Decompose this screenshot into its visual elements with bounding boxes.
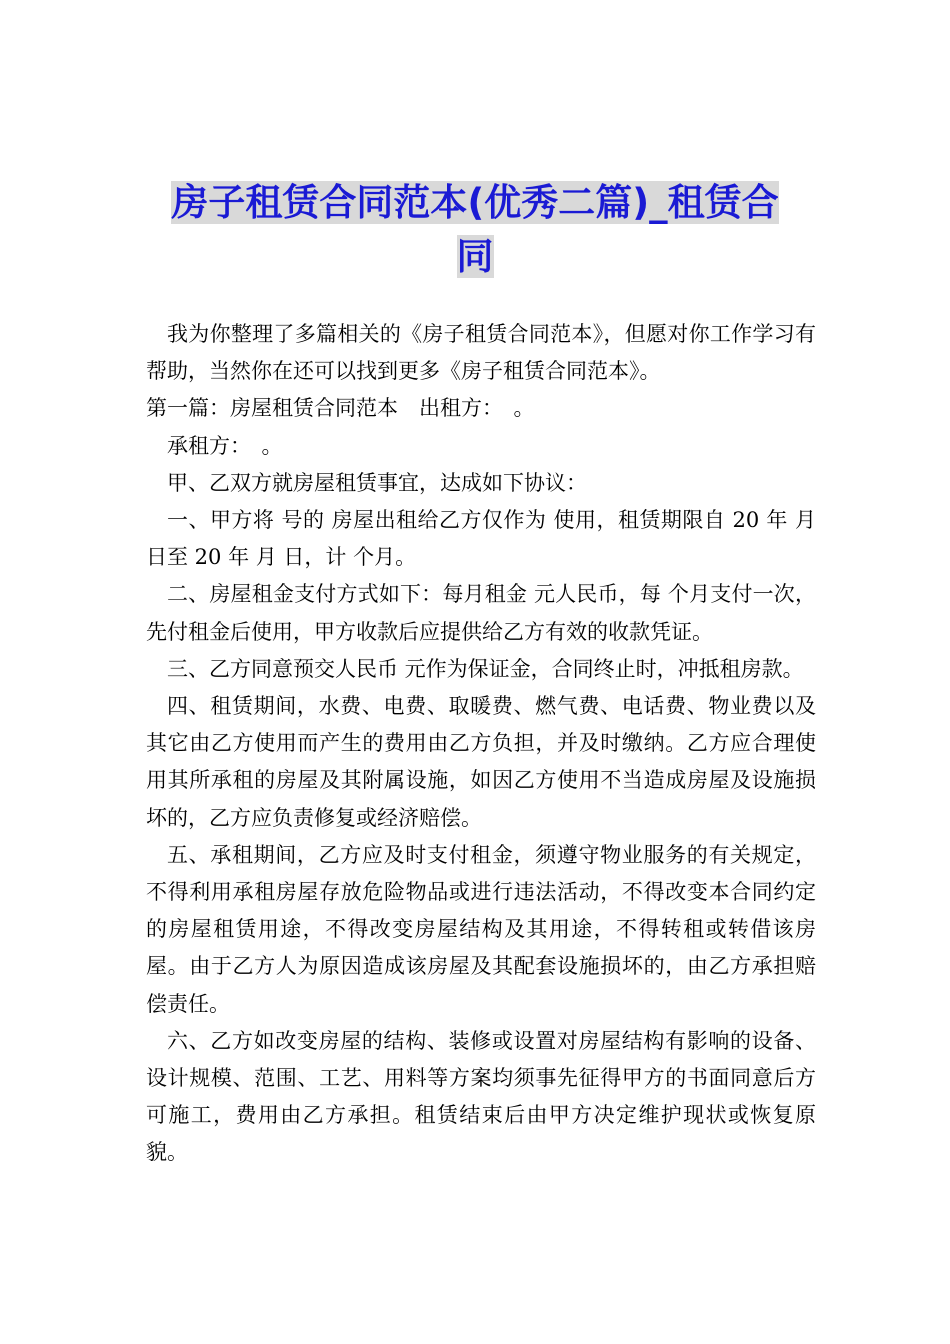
paragraph-intro: 我为你整理了多篇相关的《房子租赁合同范本》，但愿对你工作学习有帮助，当然你在还可以找到更多《房子租赁合同范本》。 (146, 322, 816, 384)
paragraph-clause-3: 三、乙方同意预交人民币 元作为保证金，合同终止时，冲抵租房款。 (167, 656, 804, 681)
paragraph-first-chapter: 第一篇：房屋租赁合同范本 出租方： 。 (146, 396, 535, 421)
paragraph-clause-1: 一、甲方将 号的 房屋出租给乙方仅作为 使用，租赁期限自 20 年 月 日至 20 年 月 日，计 个月。 (146, 508, 816, 570)
document-title (120, 176, 830, 284)
paragraph-clause-5: 五、承租期间，乙方应及时支付租金，须遵守物业服务的有关规定，不得利用承租房屋存放危险物品或进行违法活动，不得改变本合同约定的房屋租赁用途，不得改变房屋结构及其用途，不得转租或转借该房屋。由于乙方人为原因造成该房屋及其配套设施损坏的，由乙方承担赔偿责任。 (146, 842, 816, 1016)
paragraph-clause-6: 六、乙方如改变房屋的结构、装修或设置对房屋结构有影响的设备、设计规模、范围、工艺、用料等方案均须事先征得甲方的书面同意后方可施工，费用由乙方承担。租赁结束后由甲方决定维护现状或恢复原貌。 (146, 1028, 816, 1165)
document-body (146, 316, 816, 1172)
paragraph-clause-2: 二、房屋租金支付方式如下：每月租金 元人民币，每 个月支付一次，先付租金后使用，甲方收款后应提供给乙方有效的收款凭证。 (146, 582, 816, 644)
paragraph-clause-4: 四、租赁期间，水费、电费、取暖费、燃气费、电话费、物业费以及其它由乙方使用而产生的费用由乙方负担，并及时缴纳。乙方应合理使用其所承租的房屋及其附属设施，如因乙方使用不当造成房屋及设施损坏的，乙方应负责修复或经济赔偿。 (146, 694, 816, 830)
title-line-2: 同 (456, 235, 494, 278)
paragraph-lessee: 承租方： 。 (167, 433, 283, 458)
paragraph-agreement: 甲、乙双方就房屋租赁事宜，达成如下协议： (167, 470, 587, 495)
title-line-1: 房子租赁合同范本(优秀二篇)_租赁合 (171, 181, 779, 224)
